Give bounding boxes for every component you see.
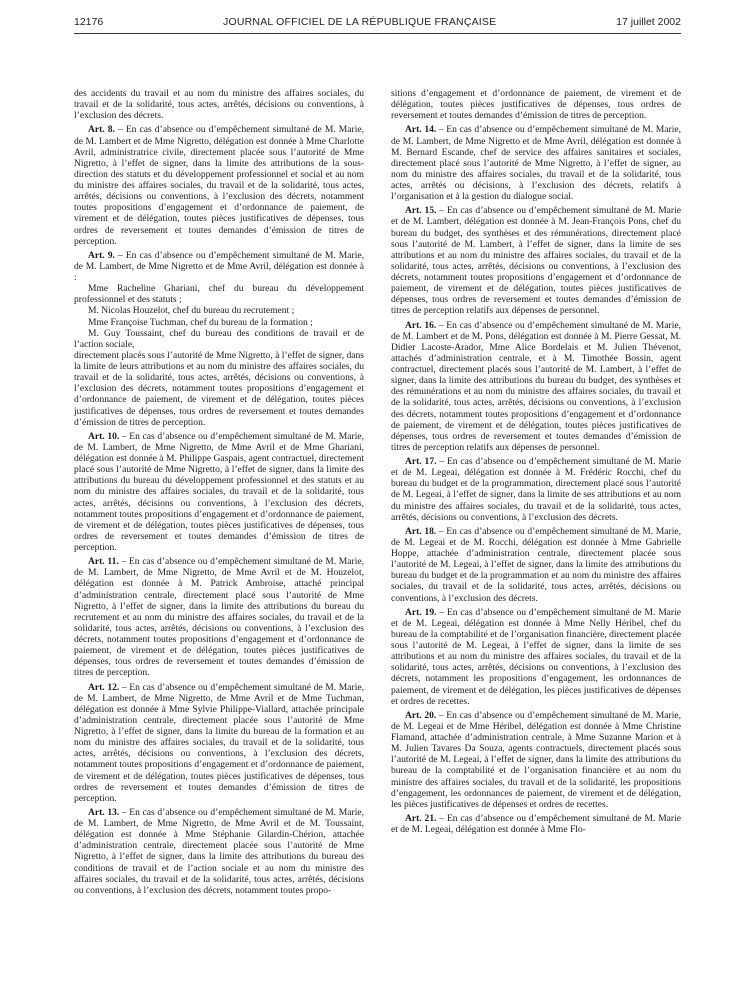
article-text: – En cas d’absence ou d’empêchement simultané de M. Marie, de M. Lambert, de Mme Nigretto et de Mme Avril, délégation est donnée à : [74, 249, 364, 283]
article-label: Art. 21. [405, 812, 437, 824]
article-text: – En cas d’absence ou d’empêchement simultané de M. Marie, de M. Legeai et de Mme Héribel, délégation est donnée à Mme Christine Flamand, attachée d’administration centrale, à Mme Suzanne Marion et à M. Julien Tavares Da Souza, agents contractuels, directement placés sous l’autorité de M. Legeai, à l’effet de signer, dans la limite des attributions du bureau de la comptabilité et de l’organisation financière et au nom du ministre des affaires sociales, du travail et de la solidarité, les propositions d’engagement, les ordonnances de paiement, de virement et de délégation, les pièces justificatives de dépenses et ordres de recettes. [391, 709, 681, 810]
article-label: Art. 8. [88, 124, 115, 136]
article-label: Art. 20. [405, 709, 437, 721]
article-17 [391, 456, 681, 523]
delegate-item: M. Guy Toussaint, chef du bureau des conditions de travail et de l’action sociale, [74, 327, 364, 350]
journal-title: JOURNAL OFFICIEL DE LA RÉPUBLIQUE FRANÇAISE [223, 16, 497, 28]
article-label: Art. 9. [88, 249, 115, 261]
article-text: – En cas d’absence ou d’empêchement simultané de M. Marie, de M. Lambert, de Mme Nigretto, de Mme Avril et de M. Houzelot, délégation est donnée à M. Patrick Ambroise, attaché principal d’administration centrale, directement placé sous l’autorité de Mme Nigretto, à l’effet de signer, dans la limite des attributions du bureau du recrutement et au nom du ministre des affaires sociales, du travail et de la solidarité, tous actes, arrêtés, décisions ou conventions, à l’exclusion des décrets, notamment toutes propositions d’engagement et d’ordonnance de paiement, de virement et de délégation, toutes pièces justificatives de dépenses, tous ordres de reversement et toutes demandes d’émission de titres de perception. [74, 556, 364, 679]
article-19 [391, 607, 681, 707]
article-text: – En cas d’absence ou d’empêchement simultané de M. Marie, de M. Lambert, de Mme Nigretto, de Mme Avril et de Mme Tuchman, délégation est donnée à Mme Sylvie Philippe-Viallard, attachée principale d’administration centrale, directement placée sous l’autorité de Mme Nigretto, à l’effet de signer, dans la limite du bureau de la formation et au nom du ministre des affaires sociales, du travail et de la solidarité, tous actes, arrêtés, décisions ou conventions, à l’exclusion des décrets, notamment toutes propositions d’engagement et d’ordonnance de paiement, de virement et de délégation, toutes pièces justificatives de dépenses, tous ordres de reversement et toutes demandes d’émission de titres de perception. [74, 681, 364, 804]
article-18 [391, 526, 681, 604]
delegate-item: M. Nicolas Houzelot, chef du bureau du recrutement ; [88, 305, 295, 317]
article-11 [74, 556, 364, 678]
article-20 [391, 710, 681, 810]
page-header [74, 16, 681, 32]
article-text: – En cas d’absence ou d’empêchement simultané de M. Marie et de M. Legeai, délégation est donnée à Mme Nelly Héribel, chef du bureau de la comptabilité et de l’organisation financière, directement placée sous l’autorité de M. Legeai, à l’effet de signer, dans la limite de ses attributions et au nom du ministre des affaires sociales, du travail et de la solidarité, tous actes, arrêtés, décisions ou conventions, à l’exclusion des décrets, notamment les propositions d’engagement, les ordonnances de paiement, de virement et de délégation, les pièces justificatives de dépenses et ordres de recettes. [391, 606, 681, 707]
article-label: Art. 16. [405, 319, 437, 331]
article-9 [74, 250, 364, 283]
article-label: Art. 11. [88, 556, 119, 568]
article-label: Art. 12. [88, 681, 120, 693]
continuation-paragraph: sitions d’engagement et d’ordonnance de paiement, de virement et de délégation, toutes pièces justificatives de dépenses, tous ordres de reversement et toutes demandes d’émission de titres de perception. [391, 88, 681, 122]
article-label: Art. 15. [405, 205, 437, 217]
page-number: 12176 [74, 16, 104, 28]
publication-date: 17 juillet 2002 [616, 16, 681, 28]
article-label: Art. 10. [88, 430, 120, 442]
article-10 [74, 431, 364, 553]
article-15 [391, 205, 681, 316]
article-text: – En cas d’absence ou d’empêchement simultané de M. Marie, de M. Lambert et de Mme Nigretto, délégation est donnée à Mme Charlotte Avril, administratrice civile, directement placée sous l’autorité de Mme Nigretto, à l’effet de signer, dans la limite des attributions de la sous-direction des statuts et du développement professionnel et social et au nom du ministre des affaires sociales, du travail et de la solidarité, tous actes, arrêtés, décisions ou conventions, à l’exclusion des décrets, notamment toutes propositions d’engagement et d’ordonnance de paiement, de virement et de délégation, toutes pièces justificatives de dépenses, tous ordres de reversement et toutes demandes d’émission de titres de perception. [74, 124, 364, 247]
article-13 [74, 807, 364, 896]
article-text: – En cas d’absence ou d’empêchement simultané de M. Marie, de M. Lambert, de Mme Nigretto, de Mme Avril et de Mme Ghariani, délégation est donnée à M. Philippe Gaspais, agent contractuel, directement placé sous l’autorité de Mme Nigretto, à l’effet de signer, dans la limite des attributions du bureau du développement professionnel et des statuts et au nom du ministre des affaires sociales, du travail et de la solidarité, tous actes, arrêtés, décisions ou conventions, à l’exclusion des décrets, notamment toutes propositions d’engagement et d’ordonnance de paiement, de virement et de délégation, toutes pièces justificatives de dépenses, tous ordres de reversement et toutes demandes d’émission de titres de perception. [74, 430, 364, 553]
article-label: Art. 19. [405, 606, 437, 618]
article-label: Art. 18. [405, 525, 437, 537]
article-text: – En cas d’absence ou d’empêchement simultané de M. Marie, de M. Lambert, de Mme Nigretto et de Mme Avril, délégation est donnée à M. Bernard Escande, chef de service des affaires sanitaires et sociales, directement placé sous l’autorité de Mme Nigretto, à l’effet de signer, au nom du ministre des affaires sociales, du travail et de la solidarité, tous actes, arrêtés ou décisions, à l’exclusion des décrets, relatifs à l’organisation et à la gestion du dialogue social. [391, 124, 681, 203]
article-text: – En cas d’absence ou d’empêchement simultané de M. Marie, de M. Lambert et de M. Pons, délégation est donnée à M. Pierre Gessat, M. Didier Lacoste-Arador, Mme Alice Bordelais et M. Julien Thévenot, attachés d’administration centrale, et à M. Timothée Bossin, agent contractuel, directement placés sous l’autorité de M. Lambert, à l’effet de signer, dans la limite des attributions du bureau du budget, des synthèses et des rémunérations et au nom du ministre des affaires sociales, du travail et de la solidarité, tous actes, arrêtés, décisions ou conventions, à l’exclusion des décrets, notamment toutes propositions d’engagement et d’ordonnance de paiement, de virement et de délégation, toutes pièces justificatives de dépenses, tous ordres de reversement et toutes demandes d’émission de titres de perception relatifs aux dépenses de personnel. [391, 319, 681, 453]
article-16 [391, 320, 681, 454]
article-14 [391, 124, 681, 202]
header-rule [74, 33, 681, 34]
article-text: – En cas d’absence ou d’empêchement simultané de M. Marie, de M. Lambert, de Mme Nigretto, de Mme Avril et de M. Toussaint, délégation est donnée à Mme Stéphanie Gilardin-Chérion, attachée d’administration centrale, directement placée sous l’autorité de Mme Nigretto, à l’effet de signer, dans la limite des attributions du bureau des conditions de travail et de l’action sociale et au nom du ministre des affaires sociales, du travail et de la solidarité, tous actes, arrêtés, décisions ou conventions, à l’exclusion des décrets, notamment toutes propo- [74, 806, 364, 896]
article-9-closing: directement placés sous l’autorité de Mme Nigretto, à l’effet de signer, dans la limite de leurs attributions et au nom du ministre des affaires sociales, du travail et de la solidarité, tous actes, arrêtés, décisions ou conventions, à l’exclusion des décrets, notamment toutes propositions d’engagement et d’ordonnance de paiement, de virement et de délégation, toutes pièces justificatives de dépenses, tous ordres de reversement et toutes demandes d’émission de titres de perception. [74, 349, 364, 428]
article-text: – En cas d’absence ou d’empêchement simultané de M. Marie et de M. Legeai, délégation est donnée à Mme Flo- [391, 812, 681, 835]
article-12 [74, 682, 364, 804]
article-label: Art. 17. [405, 456, 437, 467]
article-8 [74, 124, 364, 246]
left-column [74, 88, 364, 984]
delegate-item: Mme Racheline Ghariani, chef du bureau du développement professionnel et des statuts ; [74, 283, 364, 306]
article-21 [391, 813, 681, 835]
body-columns [74, 88, 681, 984]
article-text: – En cas d’absence ou d’empêchement simultané de M. Marie, de M. Legeai et de M. Rocchi, délégation est donnée à Mme Gabrielle Hoppe, attachée d’administration centrale, directement placée sous l’autorité de M. Legeai, à l’effet de signer, dans la limite des attributions du bureau du budget et de la programmation et au nom du ministre des affaires sociales, du travail et de la solidarité, tous actes, arrêtés, décisions ou conventions, à l’exclusion des décrets. [391, 525, 681, 604]
article-label: Art. 13. [88, 806, 120, 818]
article-text: – En cas d’absence ou d’empêchement simultané de M. Marie et de M. Lambert, délégation est donnée à M. Jean-François Pons, chef du bureau du budget, des synthèses et des rémunérations, directement placé sous l’autorité de M. Lambert, à l’effet de signer, dans la limite de ses attributions et au nom du ministre des affaires sociales, du travail et de la solidarité, tous actes, arrêtés, décisions ou conventions, à l’exclusion des décrets, notamment toutes propositions d’engagement et d’ordonnance de paiement, de virement et de délégation, toutes pièces justificatives de dépenses, tous ordres de reversement et toutes demandes d’émission de titres de perception relatifs aux dépenses de personnel. [391, 205, 681, 317]
article-text: – En cas d’absence ou d’empêchement simultané de M. Marie et de M. Legeai, délégation est donnée à M. Frédéric Rocchi, chef du bureau du budget et de la programmation, directement placé sous l’autorité de M. Legeai, à l’effet de signer, dans la limite de ses attributions et au nom du ministre des affaires sociales, du travail et de la solidarité, tous actes, arrêtés, décisions ou conventions, à l’exclusion des décrets. [391, 456, 681, 523]
delegate-item: Mme Françoise Tuchman, chef du bureau de la formation ; [88, 316, 313, 328]
continuation-paragraph: des accidents du travail et au nom du ministre des affaires sociales, du travail et de la solidarité, tous actes, arrêtés, décisions ou conventions, à l’exclusion des décrets. [74, 88, 364, 122]
article-label: Art. 14. [405, 124, 437, 136]
right-column [391, 88, 681, 984]
